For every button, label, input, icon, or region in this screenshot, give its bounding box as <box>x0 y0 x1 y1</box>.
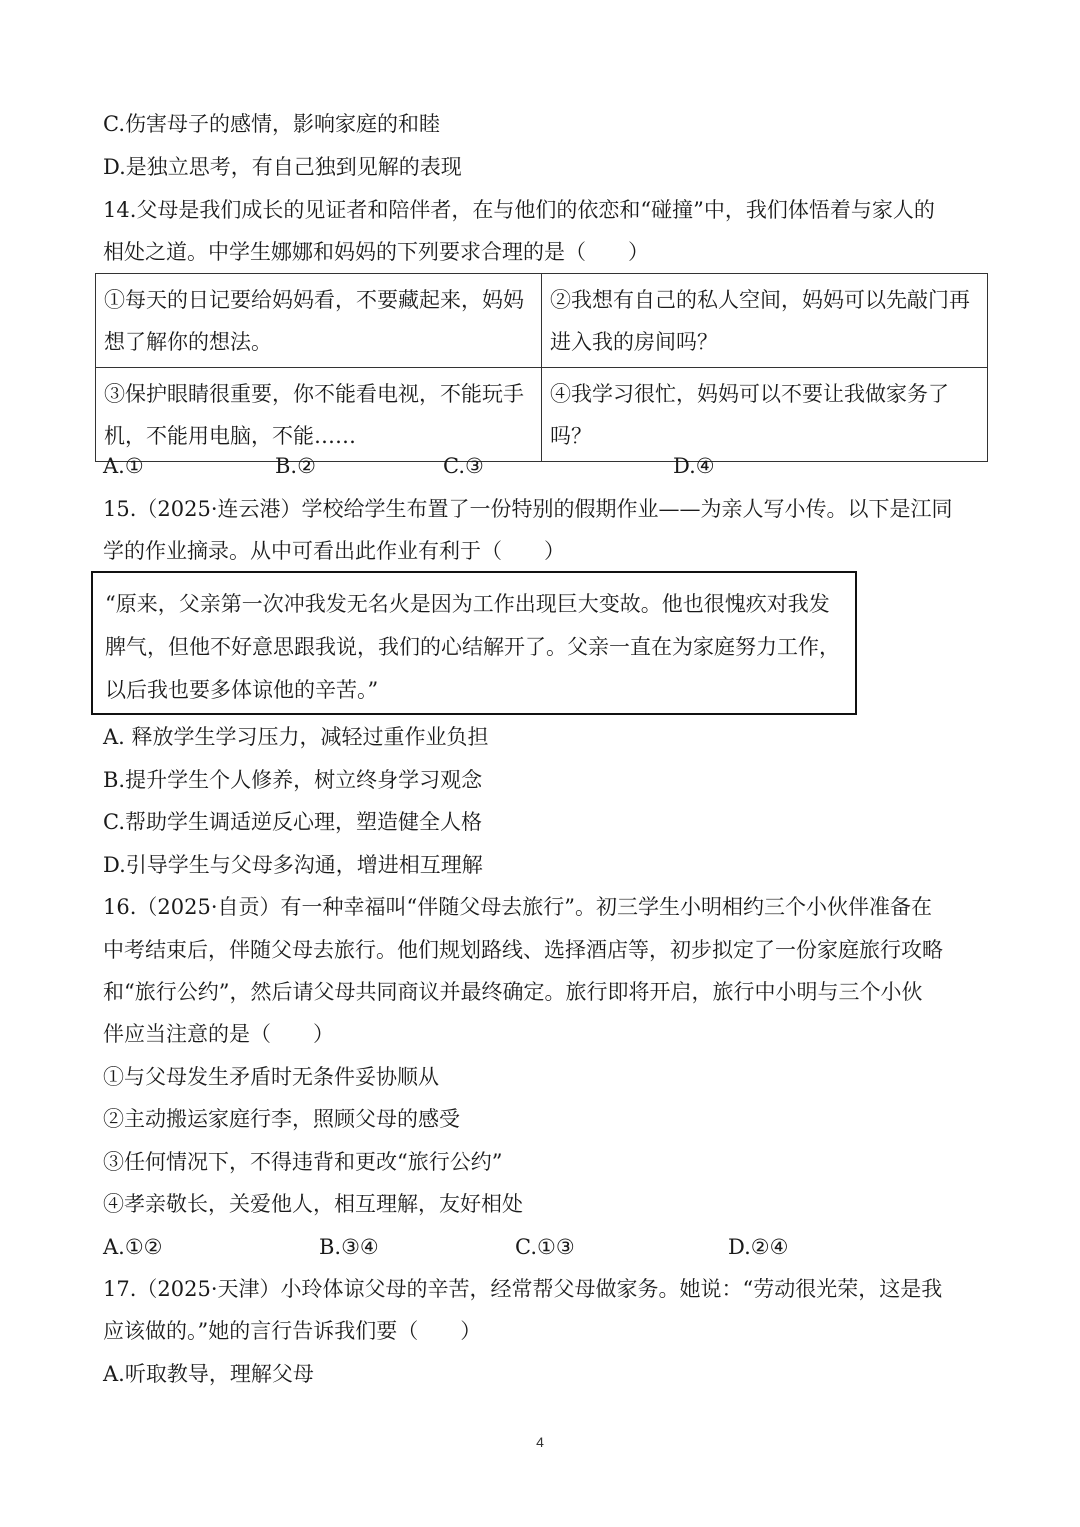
q15-quote-box: “原来，父亲第一次冲我发无名火是因为工作出现巨大变故。他也很愧疚对我发脾气，但他不好意思跟我说，我们的心结解开了。父亲一直在为家庭努力工作，以后我也要多体谅他的辛苦。” <box>91 571 857 715</box>
q17-stem-line-2: 应该做的。”她的言行告诉我们要（ ） <box>103 1319 482 1343</box>
q15-option-c: C.帮助学生调适逆反心理，塑造健全人格 <box>103 810 482 834</box>
table-cell-2: ②我想有自己的私人空间，妈妈可以先敲门再进入我的房间吗？ <box>542 274 988 368</box>
q14-option-c: C.③ <box>443 454 484 478</box>
q16-options <box>103 1232 983 1262</box>
q16-option-c: C.①③ <box>515 1235 575 1259</box>
q14-table <box>95 273 988 462</box>
q16-option-d: D.②④ <box>728 1235 789 1259</box>
q14-stem-line-1: 14.父母是我们成长的见证者和陪伴者，在与他们的依恋和“碰撞”中，我们体悟着与家人的 <box>103 198 935 222</box>
table-cell-1: ①每天的日记要给妈妈看，不要藏起来，妈妈想了解你的想法。 <box>96 274 542 368</box>
table-cell-3: ③保护眼睛很重要，你不能看电视，不能玩手机，不能用电脑，不能…… <box>96 368 542 462</box>
q16-item-4: ④孝亲敬长，关爱他人，相互理解，友好相处 <box>103 1192 523 1216</box>
q16-option-a: A.①② <box>103 1235 163 1259</box>
q15-stem-line-2: 学的作业摘录。从中可看出此作业有利于（ ） <box>103 539 565 563</box>
q14-stem-line-2: 相处之道。中学生娜娜和妈妈的下列要求合理的是（ ） <box>103 240 649 264</box>
q14-option-a: A.① <box>103 454 144 478</box>
q16-stem-line-1: 16.（2025·自贡）有一种幸福叫“伴随父母去旅行”。初三学生小明相约三个小伙伴准备在 <box>103 895 932 919</box>
q16-stem-line-2: 中考结束后，伴随父母去旅行。他们规划路线、选择酒店等，初步拟定了一份家庭旅行攻略 <box>103 938 943 962</box>
q16-item-1: ①与父母发生矛盾时无条件妥协顺从 <box>103 1065 439 1089</box>
q15-option-b: B.提升学生个人修养，树立终身学习观念 <box>103 768 483 792</box>
q16-item-3: ③任何情况下，不得违背和更改“旅行公约” <box>103 1150 503 1174</box>
q13-option-d: D.是独立思考，有自己独到见解的表现 <box>103 155 462 179</box>
q14-option-d: D.④ <box>673 454 715 478</box>
table-row <box>96 368 988 462</box>
q15-option-d: D.引导学生与父母多沟通，增进相互理解 <box>103 853 483 877</box>
q17-stem-line-1: 17.（2025·天津）小玲体谅父母的辛苦，经常帮父母做家务。她说：“劳动很光荣，这是我 <box>103 1277 943 1301</box>
table-row <box>96 274 988 368</box>
table-cell-4: ④我学习很忙，妈妈可以不要让我做家务了吗？ <box>542 368 988 462</box>
q16-item-2: ②主动搬运家庭行李，照顾父母的感受 <box>103 1107 460 1131</box>
q14-option-b: B.② <box>275 454 316 478</box>
q14-options <box>103 451 983 481</box>
q15-option-a: A. 释放学生学习压力，减轻过重作业负担 <box>103 725 489 749</box>
page-number: 4 <box>536 1434 544 1450</box>
q16-option-b: B.③④ <box>319 1235 379 1259</box>
q13-option-c: C.伤害母子的感情，影响家庭的和睦 <box>103 112 440 136</box>
q15-stem-line-1: 15.（2025·连云港）学校给学生布置了一份特别的假期作业——为亲人写小传。以下是江同 <box>103 497 953 521</box>
q16-stem-line-4: 伴应当注意的是（ ） <box>103 1022 334 1046</box>
q16-stem-line-3: 和“旅行公约”，然后请父母共同商议并最终确定。旅行即将开启，旅行中小明与三个小伙 <box>103 980 923 1004</box>
q17-option-a: A.听取教导，理解父母 <box>103 1362 314 1386</box>
